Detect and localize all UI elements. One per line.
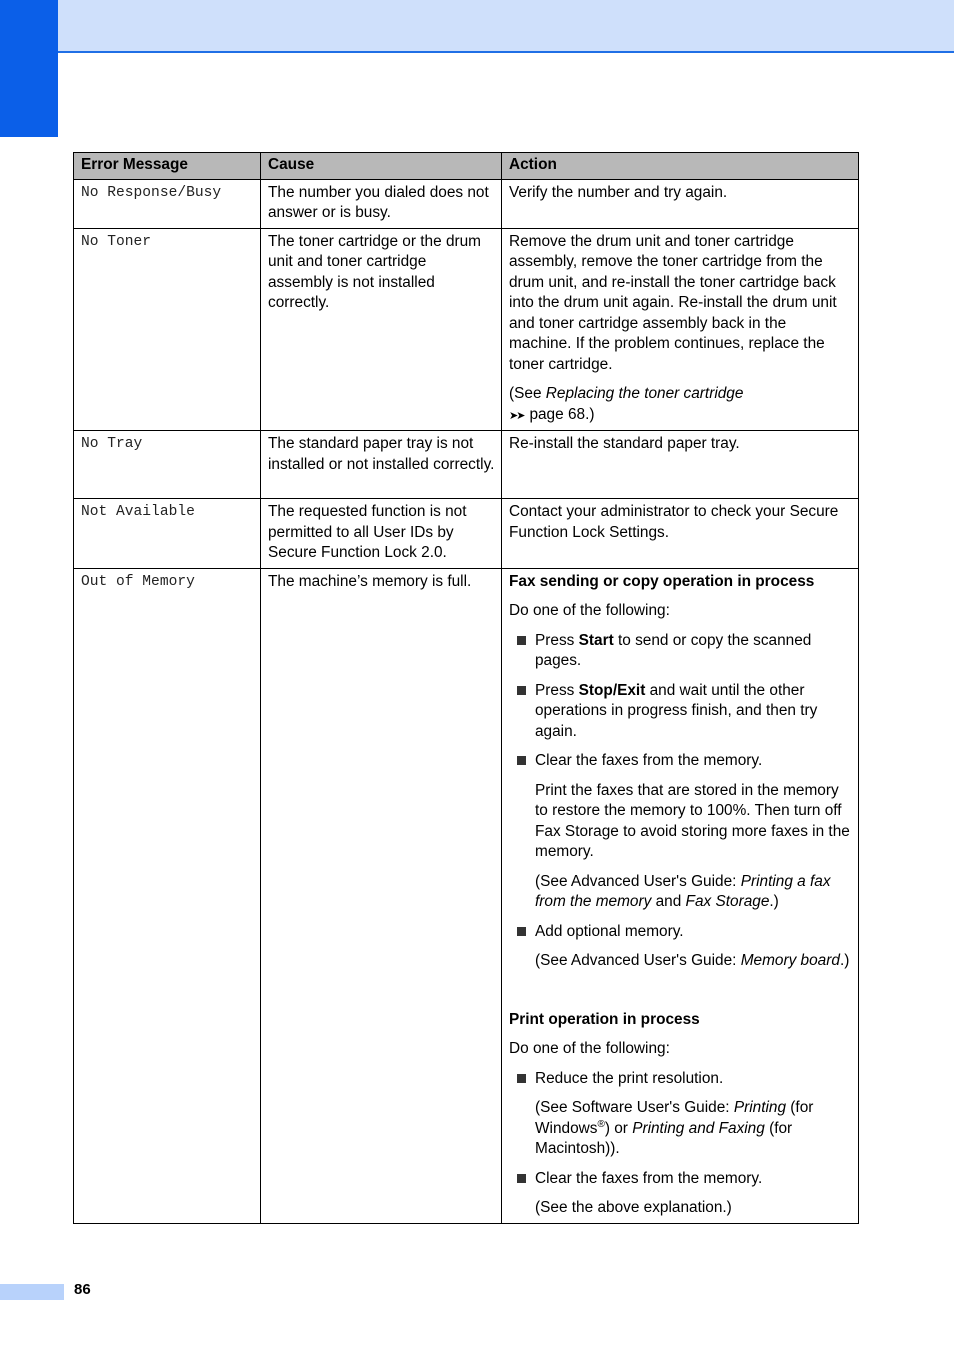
cause-cell: The machine’s memory is full.: [261, 568, 502, 1223]
column-header-cause: Cause: [261, 153, 502, 180]
fax-intro: Do one of the following:: [509, 602, 670, 619]
action-cell: Re-install the standard paper tray.: [502, 431, 859, 499]
start-key-label: Start: [578, 631, 614, 649]
see-reference: (See Advanced User's Guide: Printing a fax from the memory and Fax Storage.): [535, 872, 831, 910]
chapter-tab: [0, 0, 58, 137]
cause-cell: The number you dialed does not answer or is busy.: [261, 179, 502, 228]
reference-title: Replacing the toner cartridge: [545, 385, 744, 402]
table-row: [74, 568, 859, 1223]
error-message-cell: No Toner: [74, 228, 261, 431]
list-item: Add optional memory.: [509, 922, 852, 943]
cause-cell: The toner cartridge or the drum unit and toner cartridge assembly is not installed correctly.: [261, 228, 502, 431]
action-cell: Verify the number and try again.: [502, 179, 859, 228]
column-header-error-message: Error Message: [74, 153, 261, 180]
list-item: Press Stop/Exit and wait until the other operations in progress finish, and then try again.: [509, 681, 852, 743]
cause-cell: The standard paper tray is not installed or not installed correctly.: [261, 431, 502, 499]
list-item: Clear the faxes from the memory.: [509, 1169, 852, 1190]
fax-heading: Fax sending or copy operation in process: [509, 572, 815, 590]
page-number: 86: [74, 1281, 91, 1298]
sub-paragraph: Print the faxes that are stored in the memory to restore the memory to 100%. Then turn off Fax Storage to avoid storing more faxes in the memory.: [535, 781, 850, 860]
see-reference: (See the above explanation.): [535, 1199, 732, 1216]
action-cell: [502, 568, 859, 1223]
double-arrow-icon: ➤➤: [509, 409, 524, 422]
list-item: Clear the faxes from the memory.: [509, 751, 852, 772]
see-reference: [509, 384, 852, 426]
table-row: [74, 228, 859, 431]
print-intro: Do one of the following:: [509, 1040, 670, 1057]
table-row: [74, 431, 859, 499]
error-message-cell: No Tray: [74, 431, 261, 499]
see-reference: (See Software User's Guide: Printing (for Windows®) or Printing and Faxing (for Macintosh)).: [535, 1099, 814, 1157]
see-prefix: (See: [509, 385, 546, 402]
print-heading: Print operation in process: [509, 1010, 700, 1028]
column-header-action: Action: [502, 153, 859, 180]
table-row: [74, 179, 859, 228]
see-reference: (See Advanced User's Guide: Memory board.): [535, 952, 850, 969]
table-row: [74, 499, 859, 569]
action-text: Remove the drum unit and toner cartridge assembly, remove the toner cartridge from the drum unit, and re-install the toner cartridge back into the drum unit again. Re-install the drum unit and toner cartridge assembly back in the machine. If the problem continues, replace the toner cartridge.: [509, 232, 837, 373]
action-cell: Contact your administrator to check your Secure Function Lock Settings.: [502, 499, 859, 569]
error-message-cell: No Response/Busy: [74, 179, 261, 228]
cause-cell: The requested function is not permitted to all User IDs by Secure Function Lock 2.0.: [261, 499, 502, 569]
page-number-bar: [0, 1284, 64, 1300]
list-item: Press Start to send or copy the scanned pages.: [509, 631, 852, 672]
action-cell: [502, 228, 859, 431]
stop-exit-key-label: Stop/Exit: [578, 681, 646, 699]
header-band: [0, 0, 954, 53]
registered-mark: ®: [597, 1118, 605, 1130]
reference-page: page 68.): [529, 405, 595, 423]
error-table: [73, 152, 859, 1224]
error-message-cell: Out of Memory: [74, 568, 261, 1223]
list-item: Reduce the print resolution.: [509, 1069, 852, 1090]
error-message-cell: Not Available: [74, 499, 261, 569]
table-header-row: [74, 153, 859, 180]
